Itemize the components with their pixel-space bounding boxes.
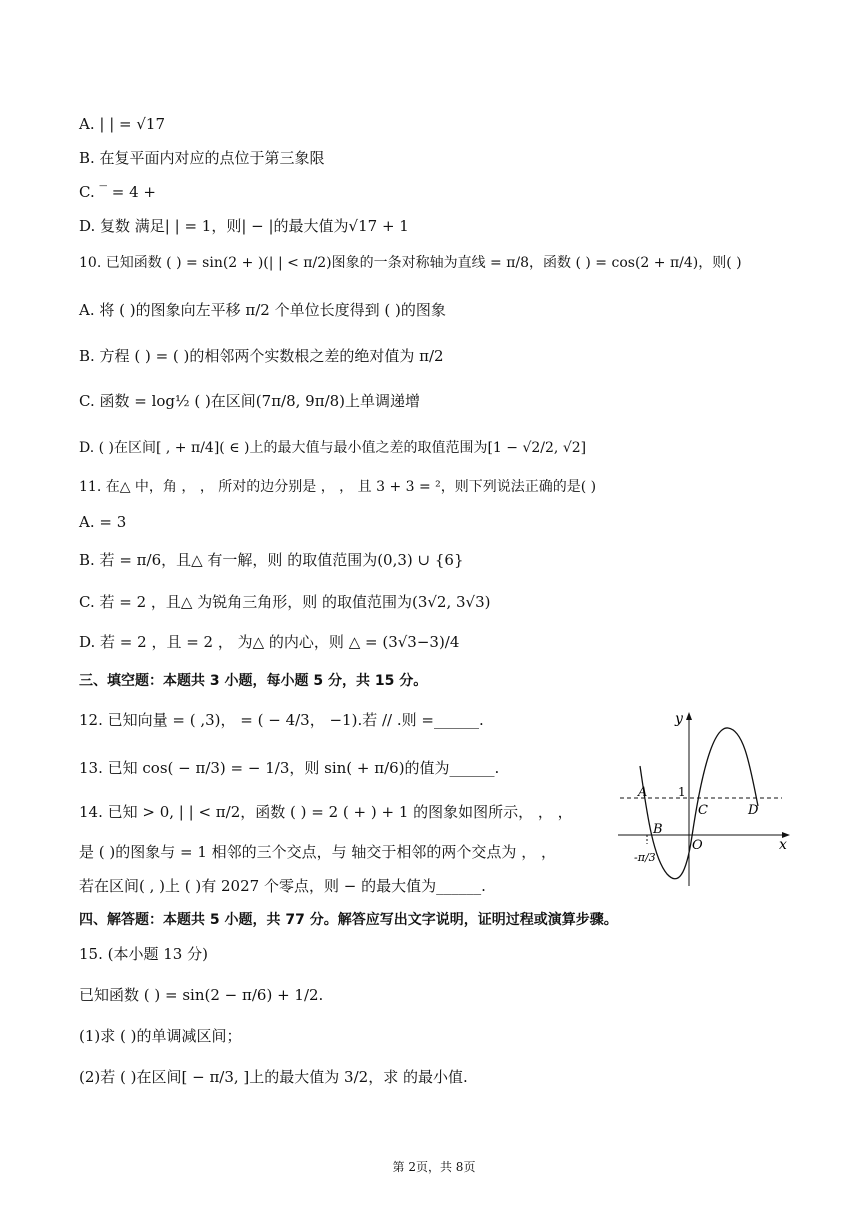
section-3-heading: 三、填空题：本题共 3 小题，每小题 5 分，共 15 分。 <box>79 673 428 689</box>
q11-option-c: C. 若 = 2 ，且△ 为锐角三角形，则 的取值范围为(3√2, 3√3) <box>79 593 491 611</box>
q10-option-a: A. 将 ( )的图象向左平移 π/2 个单位长度得到 ( )的图象 <box>79 301 446 319</box>
q15-heading: 15. (本小题 13 分) <box>79 945 208 963</box>
point-b-label: B <box>653 822 663 837</box>
q10-option-b: B. 方程 ( ) = ( )的相邻两个实数根之差的绝对值为 π/2 <box>79 347 444 365</box>
page-footer: 第 2页，共 8页 <box>392 1160 476 1174</box>
point-c-label: C <box>698 803 708 818</box>
q11-option-b: B. 若 = π/6，且△ 有一解，则 的取值范围为(0,3) ∪ {6} <box>79 551 464 569</box>
y-axis-label: y <box>675 711 683 727</box>
q15-stem: 已知函数 ( ) = sin(2 − π/6) + 1/2. <box>79 986 324 1004</box>
function-graph <box>612 706 794 888</box>
y-axis-arrow <box>686 712 692 720</box>
q10-option-d: D. ( )在区间[ , + π/4]( ∈ )上的最大值与最小值之差的取值范围为[1 − √2/2, √2] <box>79 440 587 456</box>
q11-option-a: A. = 3 <box>79 513 127 531</box>
q14-line-2: 是 ( )的图象与 = 1 相邻的三个交点，与 轴交于相邻的两个交点为 ， ， <box>79 843 556 861</box>
x-axis-label: x <box>779 837 787 853</box>
q11-option-d: D. 若 = 2 ，且 = 2 ， 为△ 的内心，则 △ = (3√3−3)/4 <box>79 633 460 651</box>
q9-option-c: C. ‾ = 4 + <box>79 183 156 201</box>
q14-line-1: 14. 已知 > 0, | | < π/2，函数 ( ) = 2 ( + ) + 1 的图象如图所示， ， ， <box>79 803 573 821</box>
origin-label: O <box>692 838 703 853</box>
point-d-label: D <box>748 803 759 818</box>
q10-option-c: C. 函数 = log½ ( )在区间(7π/8, 9π/8)上单调递增 <box>79 392 421 410</box>
q10-stem: 10. 已知函数 ( ) = sin(2 + )(| | < π/2)图象的一条对称轴为直线 = π/8，函数 ( ) = cos(2 + π/4)，则( ) <box>79 255 742 271</box>
q13: 13. 已知 cos( − π/3) = − 1/3，则 sin( + π/6)的值为______. <box>79 759 500 777</box>
q9-option-a: A. | | = √17 <box>79 115 165 133</box>
q15-part-1: (1)求 ( )的单调减区间； <box>79 1027 242 1045</box>
q11-stem: 11. 在△ 中，角 ， ， 所对的边分别是 ， ， 且 3 + 3 = ²，则下列说法正确的是( ) <box>79 479 597 495</box>
q15-part-2: (2)若 ( )在区间[ − π/3, ]上的最大值为 3/2，求 的最小值. <box>79 1068 468 1086</box>
neg-pi-third-label: -π/3 <box>634 851 656 864</box>
one-label: 1 <box>678 785 686 799</box>
q9-option-d: D. 复数 满足| | = 1，则| − |的最大值为√17 + 1 <box>79 217 409 235</box>
q14-line-3: 若在区间( , )上 ( )有 2027 个零点，则 − 的最大值为______. <box>79 877 486 895</box>
section-4-heading: 四、解答题：本题共 5 小题，共 77 分。解答应写出文字说明，证明过程或演算步骤。 <box>79 912 618 928</box>
q12: 12. 已知向量 = ( ,3)， = ( − 4/3， −1).若 // .则 =______. <box>79 711 484 729</box>
q9-option-b: B. 在复平面内对应的点位于第三象限 <box>79 149 325 167</box>
point-a-label: A <box>638 785 648 800</box>
